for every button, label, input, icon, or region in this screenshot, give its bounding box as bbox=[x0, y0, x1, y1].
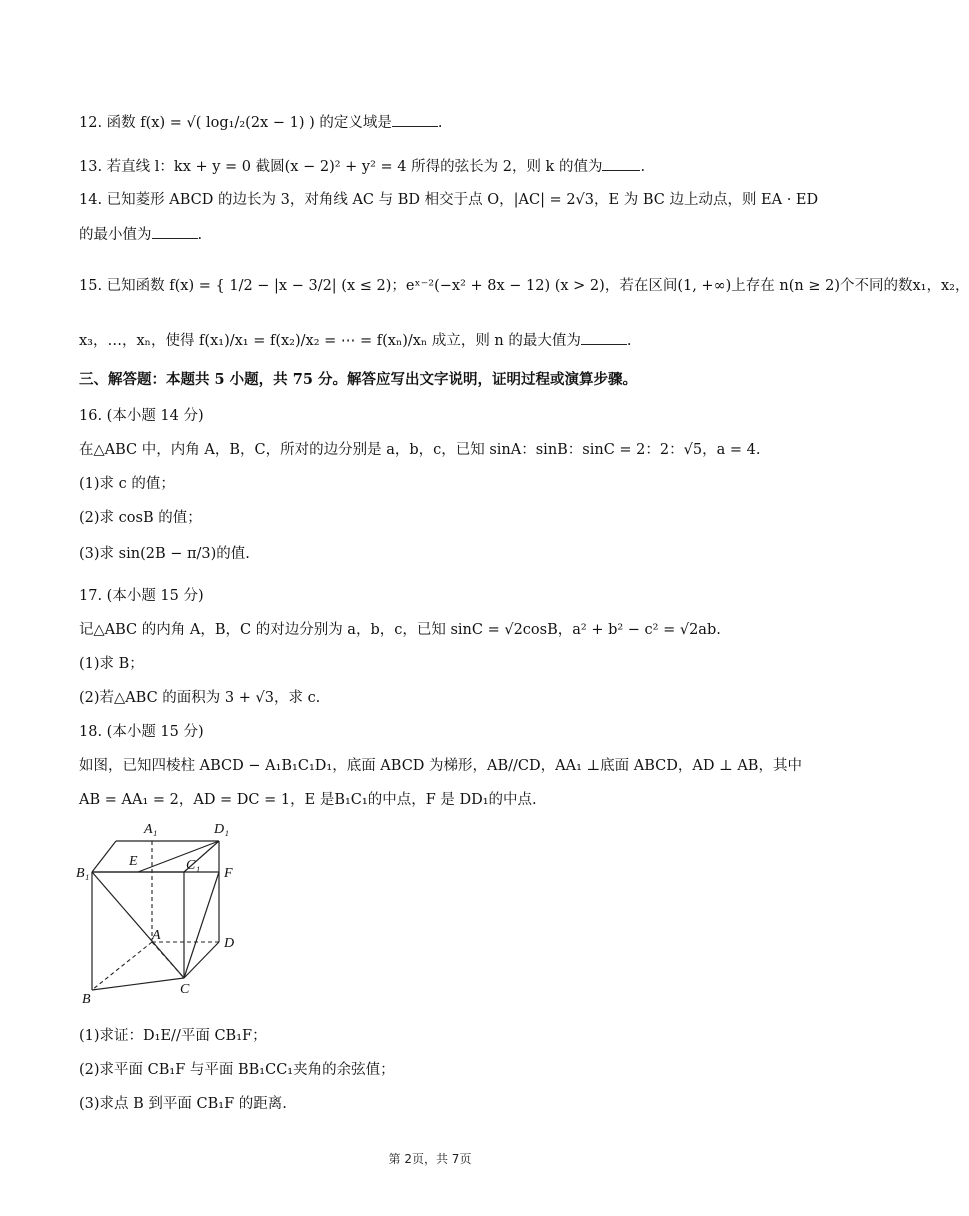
q17-header: 17. (本小题 15 分) bbox=[79, 588, 204, 604]
question-15-line1: 15. 已知函数 f(x) = { 1/2 − |x − 3/2| (x ≤ 2)；eˣ⁻²(−x² + 8x − 12) (x > 2)，若在区间(1, +∞)上存在 n(n ≥ 2)个不同的数x₁，x₂， bbox=[79, 278, 969, 294]
label-A: A bbox=[152, 928, 161, 943]
label-E: E bbox=[129, 854, 138, 869]
label-D: D bbox=[224, 936, 235, 951]
q18-header: 18. (本小题 15 分) bbox=[79, 724, 204, 740]
question-13: 13. 若直线 l：kx + y = 0 截圆(x − 2)² + y² = 4 所得的弦长为 2，则 k 的值为 . bbox=[79, 156, 645, 177]
answer-blank bbox=[392, 112, 438, 127]
q16-stem: 在△ABC 中，内角 A，B，C，所对的边分别是 a，b，c，已知 sinA：sinB：sinC = 2：2：√5，a = 4. bbox=[79, 442, 761, 458]
q16-part-3: (3)求 sin(2B − π/3)的值. bbox=[79, 546, 250, 562]
answer-blank bbox=[581, 330, 627, 345]
question-14-line1: 14. 已知菱形 ABCD 的边长为 3，对角线 AC 与 BD 相交于点 O，|AC| = 2√3，E 为 BC 边上动点，则 EA · ED bbox=[79, 192, 819, 208]
label-B1: B₁ bbox=[76, 866, 90, 881]
answer-blank bbox=[152, 224, 198, 239]
label-F: F bbox=[224, 866, 233, 881]
q16-part-2: (2)求 cosB 的值； bbox=[79, 510, 202, 526]
q18-stem-line2: AB = AA₁ = 2，AD = DC = 1，E 是B₁C₁的中点，F 是 DD₁的中点. bbox=[79, 792, 537, 808]
q17-part-2: (2)若△ABC 的面积为 3 + √3，求 c. bbox=[79, 690, 321, 706]
q17-stem: 记△ABC 的内角 A，B，C 的对边分别为 a，b，c，已知 sinC = √2cosB，a² + b² − c² = √2ab. bbox=[79, 622, 721, 638]
q17-part-1: (1)求 B； bbox=[79, 656, 144, 672]
page-footer: 第 2页，共 7页 bbox=[388, 1152, 472, 1166]
label-C1: C₁ bbox=[186, 858, 201, 873]
prism-figure bbox=[74, 815, 244, 1010]
label-D1: D₁ bbox=[214, 822, 229, 837]
section-3-heading: 三、解答题：本题共 5 小题，共 75 分。解答应写出文字说明，证明过程或演算步骤。 bbox=[79, 371, 637, 388]
question-14-line2: 的最小值为 . bbox=[79, 224, 202, 245]
q16-part-1: (1)求 c 的值； bbox=[79, 476, 175, 492]
question-15-line2: x₃，…，xₙ，使得 f(x₁)/x₁ = f(x₂)/x₂ = ⋯ = f(xₙ)/xₙ 成立，则 n 的最大值为 . bbox=[79, 330, 632, 351]
label-C: C bbox=[180, 982, 190, 997]
q18-stem-line1: 如图，已知四棱柱 ABCD − A₁B₁C₁D₁，底面 ABCD 为梯形，AB//CD，AA₁ ⊥底面 ABCD，AD ⊥ AB，其中 bbox=[79, 758, 802, 774]
question-12: 12. 函数 f(x) = √( log₁/₂(2x − 1) ) 的定义域是 . bbox=[79, 112, 442, 133]
q18-part-1: (1)求证：D₁E//平面 CB₁F； bbox=[79, 1028, 267, 1044]
label-B: B bbox=[82, 992, 91, 1007]
q16-header: 16. (本小题 14 分) bbox=[79, 408, 204, 424]
answer-blank bbox=[602, 156, 640, 171]
q18-part-2: (2)求平面 CB₁F 与平面 BB₁CC₁夹角的余弦值； bbox=[79, 1062, 395, 1078]
label-A1: A₁ bbox=[144, 822, 158, 837]
q18-part-3: (3)求点 B 到平面 CB₁F 的距离. bbox=[79, 1096, 287, 1112]
